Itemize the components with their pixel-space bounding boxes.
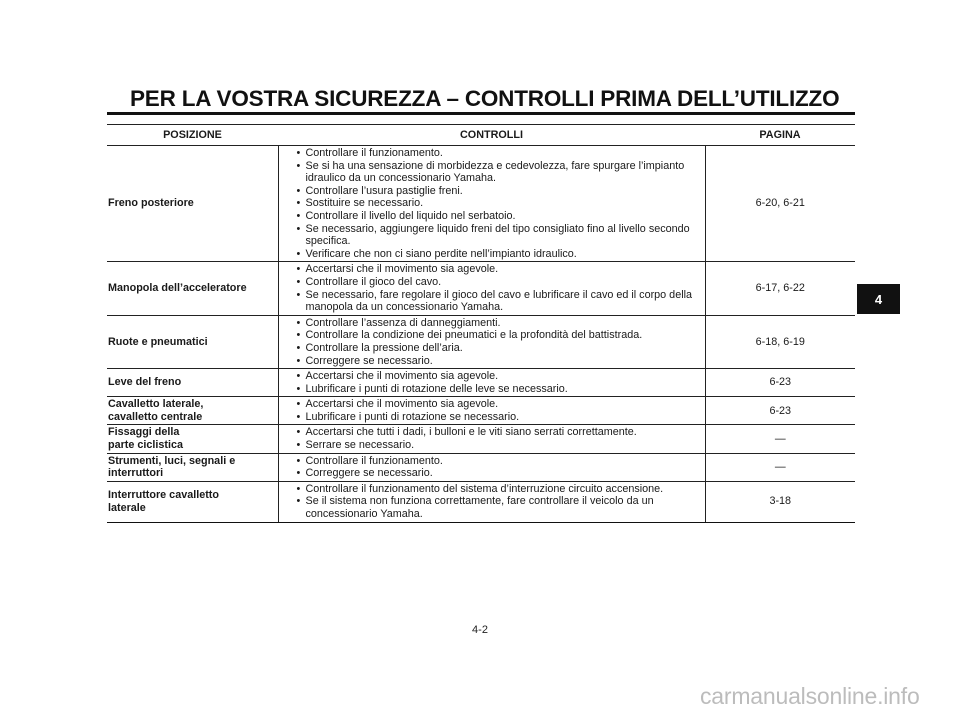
control-item: • Correggere se necessario. — [283, 355, 705, 368]
position-line: Interruttore cavalletto — [108, 489, 219, 502]
control-item: • Accertarsi che tutti i dadi, i bulloni e le viti siano serrati correttamente. — [283, 426, 705, 439]
position-line: cavalletto centrale — [108, 410, 203, 423]
position-cell — [107, 262, 278, 315]
page-cell: — — [705, 425, 855, 453]
controls-list — [279, 147, 705, 260]
page-cell: — — [705, 453, 855, 481]
control-item: • Controllare l’usura pastiglie freni. — [283, 185, 705, 198]
control-item: • Se necessario, aggiungere liquido freni del tipo consigliato fino al livello secondo specifica. — [283, 223, 705, 248]
table-body — [107, 146, 855, 523]
control-item: • Lubrificare i punti di rotazione delle leve se necessario. — [283, 383, 705, 396]
position-cell — [107, 397, 278, 425]
table-row — [107, 369, 855, 397]
page-cell: 6-18, 6-19 — [705, 315, 855, 368]
table-row — [107, 315, 855, 368]
control-item: • Se necessario, fare regolare il gioco del cavo e lubrificare il cavo ed il corpo della manopola da un concessionario Yamaha. — [283, 289, 705, 314]
position-line: interruttori — [108, 467, 164, 480]
control-item: • Serrare se necessario. — [283, 439, 705, 452]
controls-cell — [278, 453, 705, 481]
control-item: • Lubrificare i punti di rotazione se necessario. — [283, 411, 705, 424]
control-item: • Accertarsi che il movimento sia agevole. — [283, 263, 705, 276]
page-cell: 6-17, 6-22 — [705, 262, 855, 315]
position-line: Leve del freno — [108, 376, 182, 389]
control-item: • Controllare il gioco del cavo. — [283, 276, 705, 289]
control-item: • Controllare la condizione dei pneumatici e la profondità del battistrada. — [283, 329, 705, 342]
control-item: • Se si ha una sensazione di morbidezza e cedevolezza, fare spurgare l’impianto idraulico da un concessionario Yamaha. — [283, 160, 705, 185]
page-cell: 6-23 — [705, 369, 855, 397]
controls-cell — [278, 481, 705, 522]
controls-cell — [278, 146, 705, 262]
control-item: • Accertarsi che il movimento sia agevole. — [283, 370, 705, 383]
controls-list — [279, 398, 705, 423]
table-header-row — [107, 125, 855, 146]
table-row — [107, 425, 855, 453]
position-cell — [107, 425, 278, 453]
control-item: • Accertarsi che il movimento sia agevole. — [283, 398, 705, 411]
control-item: • Controllare il funzionamento. — [283, 147, 705, 160]
column-header-controls: CONTROLLI — [278, 125, 705, 146]
position-cell — [107, 481, 278, 522]
page-number: 4-2 — [472, 624, 488, 636]
controls-list — [279, 370, 705, 395]
controls-list — [279, 483, 705, 521]
position-line: Cavalletto laterale, — [108, 398, 204, 411]
position-line: Strumenti, luci, segnali e — [108, 454, 236, 467]
controls-cell — [278, 369, 705, 397]
position-line: laterale — [108, 501, 146, 514]
position-cell — [107, 146, 278, 262]
position-cell — [107, 369, 278, 397]
table-row — [107, 397, 855, 425]
controls-list — [279, 263, 705, 313]
column-header-page: PAGINA — [705, 125, 855, 146]
controls-list — [279, 426, 705, 451]
table-row — [107, 453, 855, 481]
controls-list — [279, 455, 705, 480]
control-item: • Controllare il funzionamento. — [283, 455, 705, 468]
control-item: • Controllare la pressione dell’aria. — [283, 342, 705, 355]
position-line: Fissaggi della — [108, 426, 180, 439]
page-cell: 6-20, 6-21 — [705, 146, 855, 262]
control-item: • Sostituire se necessario. — [283, 197, 705, 210]
controls-cell — [278, 425, 705, 453]
table-row — [107, 481, 855, 522]
table-row — [107, 146, 855, 262]
page-title: PER LA VOSTRA SICUREZZA – CONTROLLI PRIMA DELL’UTILIZZO — [130, 86, 840, 111]
control-item: • Correggere se necessario. — [283, 467, 705, 480]
controls-cell — [278, 315, 705, 368]
position-line: parte ciclistica — [108, 439, 184, 452]
position-cell — [107, 315, 278, 368]
control-item: • Controllare l’assenza di danneggiamenti. — [283, 317, 705, 330]
control-item: • Verificare che non ci siano perdite nell’impianto idraulico. — [283, 248, 705, 261]
table-row — [107, 262, 855, 315]
title-rule — [107, 112, 855, 115]
control-item: • Controllare il livello del liquido nel serbatoio. — [283, 210, 705, 223]
position-cell — [107, 453, 278, 481]
position-line: Freno posteriore — [108, 197, 194, 210]
position-line: Ruote e pneumatici — [108, 335, 208, 348]
control-item: • Se il sistema non funziona correttamente, fare controllare il veicolo da un concessionario Yamaha. — [283, 495, 705, 520]
controls-cell — [278, 397, 705, 425]
controls-list — [279, 317, 705, 367]
watermark: carmanualsonline.info — [700, 683, 920, 709]
column-header-position: POSIZIONE — [107, 125, 278, 146]
controls-cell — [278, 262, 705, 315]
page-cell: 6-23 — [705, 397, 855, 425]
position-line: Manopola dell’acceleratore — [108, 282, 247, 295]
inspection-table — [107, 124, 855, 523]
control-item: • Controllare il funzionamento del sistema d’interruzione circuito accensione. — [283, 483, 705, 496]
page-cell: 3-18 — [705, 481, 855, 522]
chapter-tab: 4 — [857, 284, 900, 314]
